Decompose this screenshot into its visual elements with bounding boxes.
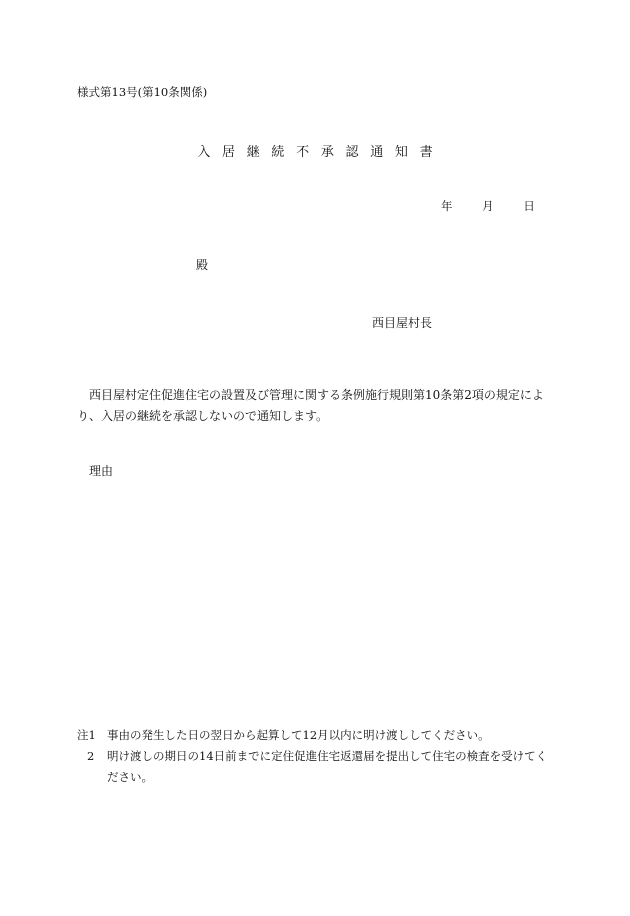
form-number: 様式第13号(第10条関係) [77,85,208,99]
note-mark: 2 [87,749,95,763]
note-text: 事由の発生した日の翌日から起算して12月以内に明け渡ししてください。 [107,728,490,742]
note-item [77,725,557,746]
date-month: 月 [482,199,494,213]
body-paragraph: 西目屋村定住促進住宅の設置及び管理に関する条例施行規則第10条第2項の規定により、入居の継続を承認しないので通知します。 [77,388,544,423]
note-item [77,746,557,788]
note-text: 明け渡しの期日の14日前までに定住促進住宅返還届を提出して住宅の検査を受けてください。 [107,749,548,784]
notes-section [77,725,557,788]
addressee-suffix: 殿 [196,258,209,272]
date-day: 日 [523,199,535,213]
date-year: 年 [441,199,453,213]
reason-label: 理由 [89,464,114,478]
document-title: 入居継続不承認通知書 [197,145,445,160]
date-line [441,198,535,214]
issuer-name: 西目屋村長 [372,316,433,330]
note-mark: 注1 [77,728,96,742]
